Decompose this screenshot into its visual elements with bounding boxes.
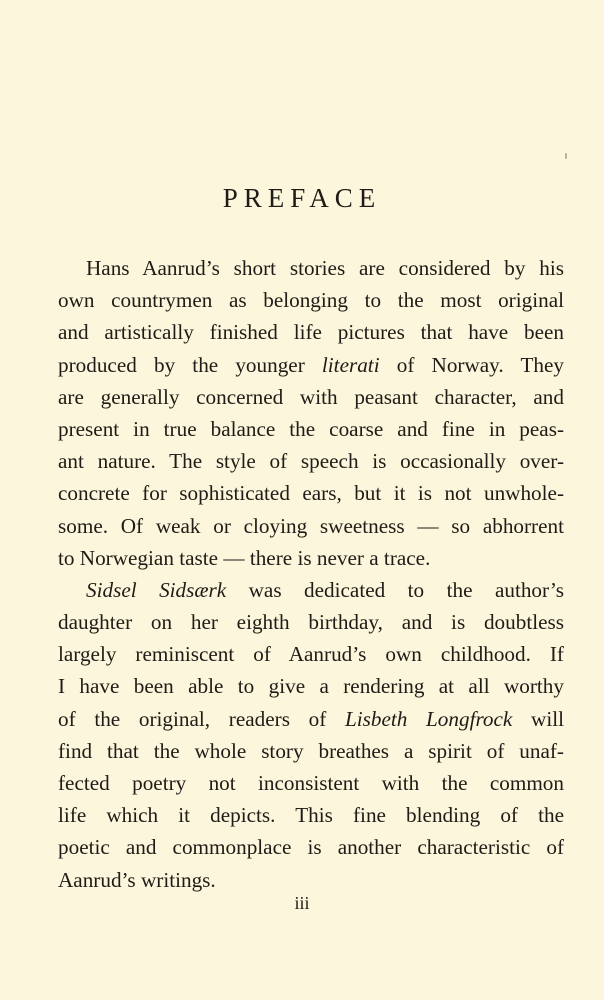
text-line: own countrymen as belonging to the most original	[58, 288, 564, 313]
preface-text	[58, 252, 564, 896]
text-line: Aanrud’s writings.	[58, 867, 216, 892]
text-line: I have been able to give a rendering at all worthy	[58, 674, 564, 699]
text-line: Hans Aanrud’s short stories are considered by his	[86, 256, 564, 280]
text-line: ant nature. The style of speech is occasionally over-	[58, 449, 564, 474]
text-line: daughter on her eighth birthday, and is doubtless	[58, 610, 564, 635]
text-line: some. Of weak or cloying sweetness — so abhorrent	[58, 513, 564, 538]
text-line: poetic and commonplace is another characteristic of	[58, 835, 564, 860]
text-line: concrete for sophisticated ears, but it is not unwhole-	[58, 481, 564, 506]
italic-title: Sidsel Sidsærk	[86, 577, 227, 602]
text-line: present in true balance the coarse and fine in peas-	[58, 416, 564, 441]
text-line: produced by the younger literati of Norway. They	[58, 352, 564, 377]
text-line: Sidsel Sidsærk was dedicated to the author’s	[86, 577, 564, 602]
text-line: life which it depicts. This fine blending of the	[58, 803, 564, 828]
italic-title: Lisbeth Longfrock	[344, 706, 513, 731]
paper-speck	[565, 153, 567, 159]
text-line: of the original, readers of Lisbeth Longfrock will	[58, 706, 564, 731]
page-number: iii	[294, 893, 310, 913]
page-title: PREFACE	[222, 183, 382, 213]
text-line: largely reminiscent of Aanrud’s own childhood. If	[58, 642, 564, 667]
text-line: are generally concerned with peasant character, and	[58, 384, 564, 409]
text-line: find that the whole story breathes a spirit of unaf-	[58, 738, 564, 763]
text-line: to Norwegian taste — there is never a trace.	[58, 545, 431, 570]
text-line: and artistically finished life pictures that have been	[58, 320, 564, 345]
text-line: fected poetry not inconsistent with the common	[58, 771, 564, 795]
italic-term: literati	[321, 352, 380, 377]
